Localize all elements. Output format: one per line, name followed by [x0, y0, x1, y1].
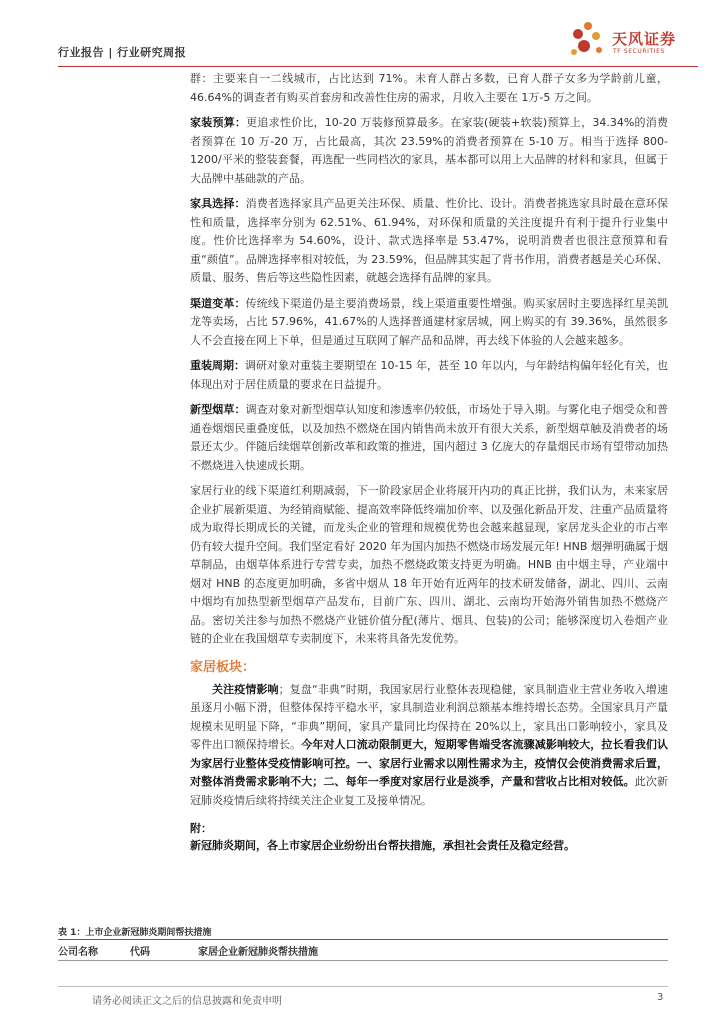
paragraph-text: 调研对象对重装主要期望在 10-15 年，甚至 10 年以内，与年龄结构偏年轻化有关，也体现出对于居住质量的要求在日益提升。: [190, 359, 669, 391]
footer-divider: [58, 986, 668, 987]
paragraph-furniture-choice: [190, 195, 668, 288]
main-content: [190, 70, 668, 854]
paragraph-text: 群：主要来自一二线城市，占比达到 71%。未育人群占多数，已育人群子女多为学龄前儿童，46.64%的调查者有购买首套房和改善性住房的需求，月收入主要在 1万-5 万之间。: [190, 72, 668, 104]
page-number: 3: [657, 992, 664, 1003]
table-header-rule: [58, 960, 668, 961]
table-header-company: 公司名称: [58, 947, 98, 958]
paragraph-text: 调查对象对新型烟草认知度和渗透率仍较低，市场处于导入期。与雾化电子烟受众和普通卷烟烟民重叠度低，以及加热不燃烧在国内销售尚未放开有很大关系，新型烟草触及消费者的场景还太少。伴随后续烟草创新改革和政策的推进，国内超过 3 亿庞大的存量烟民市场有望带动加热不燃烧进入快速成长期。: [190, 403, 669, 472]
paragraph-lead: 重装周期：: [190, 359, 246, 372]
table-header-measures: 家居企业新冠肺炎帮扶措施: [198, 947, 318, 958]
paragraph-lead: 家具选择：: [190, 197, 246, 210]
paragraph-lead: 关注疫情影响: [212, 682, 279, 696]
paragraph-tail: 此次新冠肺炎疫情后续将持续关注企业复工及接单情况。: [190, 775, 669, 807]
paragraph-budget: [190, 114, 668, 188]
paragraph-text: 家居行业的线下渠道红利期减弱，下一阶段家居企业将展开内功的真正比拼，我们认为，未来家居企业扩展新渠道、为经销商赋能、提高效率降低终端加价率、以及强化新品开发、注重产品质量将成为取得长期成长的关键，而龙头企业的管理和规模优势也会越来越显现，家居龙头企业的市占率仍有较大提升空间。我们坚定看好 2020 年为国内加热不燃烧市场发展元年! HNB 烟弹明确属于烟草制品，由烟草体系进行专营专卖，加热不燃烧政策支持更为明确。HNB 由中烟主导，产业端中烟对 HNB 的态度更加明确，多省中烟从 18 年开始有近两年的技术研发储备，湖北、四川、云南中烟均有加热型新型烟草产品发布，目前广东、四川、湖北、云南均开始海外销售加热不燃烧产品。密切关注参与加热不燃烧产业链价值分配(薄片、烟具、包装)的公司；能够深度切入卷烟产业链的企业在我国烟草专卖制度下，未来将具备先发优势。: [190, 484, 668, 645]
paragraph-audience: [190, 70, 668, 107]
table-caption: 表 1：上市企业新冠肺炎期间帮扶措施: [58, 928, 212, 938]
paragraph-lead: 渠道变革：: [190, 296, 246, 310]
paragraph-text: ；复盘“非典”时期，我国家居行业整体表现稳健，家具制造业主营业务收入增速虽逐月小幅下滑，但整体保持平稳水平，家具制造业利润总额基本维持增长态势。全国家具月产量规模未见明显下降，“非典”期间，家具产量同比均保持在 20%以上，家具出口影响较小，家具及零件出口额保持增长。: [190, 682, 668, 751]
paragraph-text: 传统线下渠道仍是主要消费场景，线上渠道重要性增强。购买家居时主要选择红星美凯龙等卖场，占比 57.96%，41.67%的人选择普通建材家居城，网上购买的有 39.36%，虽然很多人不会直接在网上下单，但是通过互联网了解产品和品牌，再去线下体验的人会越来越多。: [190, 296, 669, 347]
brand-name: 天风证券: [612, 30, 677, 48]
paragraph-new-tobacco: [190, 401, 668, 475]
table-header-code: 代码: [130, 947, 150, 958]
paragraph-channel: [190, 295, 668, 351]
paragraph-epidemic-impact: [190, 681, 668, 811]
paragraph-text: 更追求性价比，10-20 万装修预算最多。在家装(硬装+软装)预算上，34.34%的消费者预算在 10 万-20 万，占比最高，其次 23.59%的消费者预算在 5-10 万。相当于选择 800-1200/平米的整装套餐，再选配一些同档次的家具，基本都可以用上大品牌的材料和家具，但属于大品牌中基础款的产品。: [190, 116, 669, 185]
table-header-row: [58, 943, 668, 959]
paragraph-text: 消费者选择家具产品更关注环保、质量、性价比、设计。消费者挑选家具时最在意环保性和质量，选择率分别为 62.51%、61.94%，对环保和质量的关注度提升有利于提升行业集中度。性价比选择率为 54.60%，设计、款式选择率是 53.47%，说明消费者也很注意预算和看重“颜值”。品牌选择率相对较低，为 23.59%，但品牌其实起了背书作用，消费者越是关心环保、质量、服务、售后等这些隐性因素，就越会选择有品牌的家具。: [190, 197, 669, 284]
brand-logo-icon: [566, 20, 610, 62]
footer-disclaimer: 请务必阅读正文之后的信息披露和免责申明: [92, 996, 282, 1007]
brand-subtitle: TF SECURITIES: [613, 48, 665, 55]
paragraph-lead: 新型烟草：: [190, 403, 246, 416]
paragraph-emphasis: 今年对人口流动限制更大，短期零售端受客流骤减影响较大，拉长看我们认为家居行业整体受疫情影响可控。一、家居行业需求以刚性需求为主，疫情仅会使消费需求后置，对整体消费需求影响不大；二、每年一季度对家居行业是淡季，产量和营收占比相对较低。: [190, 738, 669, 788]
brand-logo: [566, 20, 706, 62]
header-divider: [58, 66, 698, 67]
note-title: 附：: [190, 822, 212, 835]
paragraph-lead: 家装预算：: [190, 116, 247, 129]
report-category: 行业报告 | 行业研究周报: [58, 46, 187, 59]
paragraph-summary: [190, 482, 668, 649]
note-text: 新冠肺炎期间，各上市家居企业纷纷出台帮扶措施，承担社会责任及稳定经营。: [190, 839, 575, 852]
paragraph-renovation-cycle: [190, 357, 668, 394]
table-top-rule: [58, 939, 668, 940]
section-title-home-furnishing: 家居板块：: [190, 659, 256, 675]
